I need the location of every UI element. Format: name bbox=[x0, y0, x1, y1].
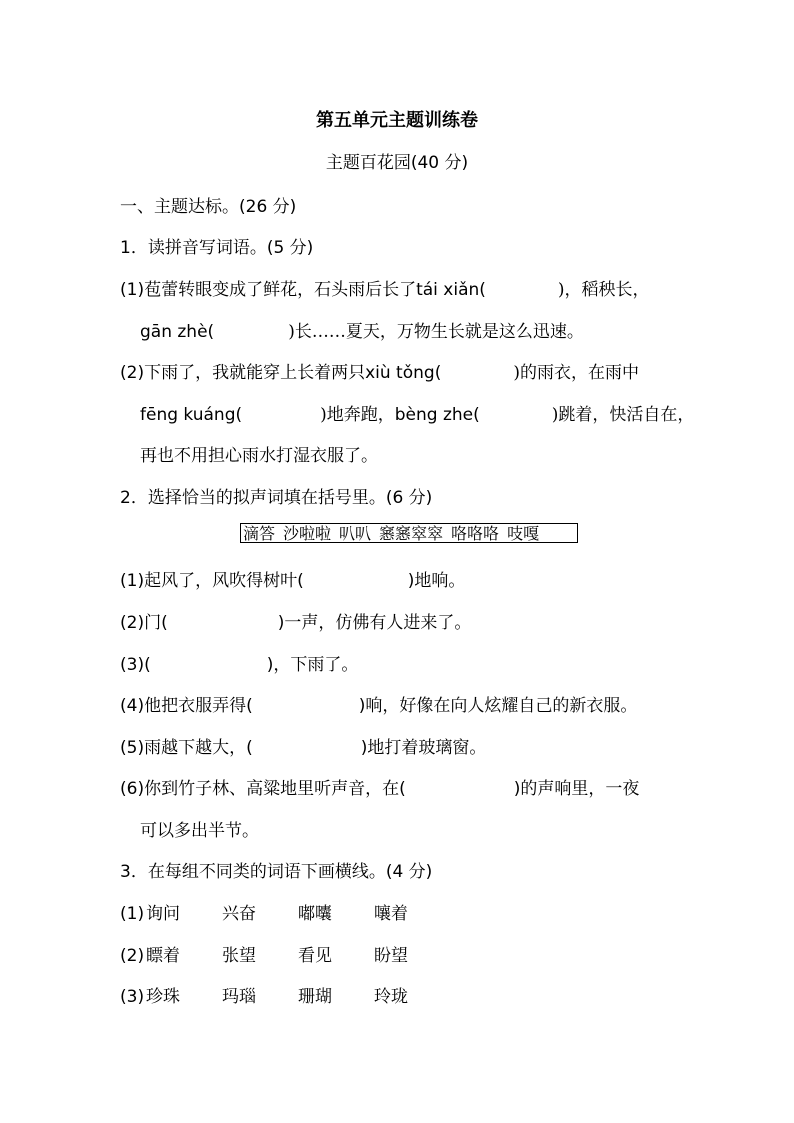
q2-item-5 bbox=[120, 733, 486, 758]
item-index: (1) bbox=[120, 280, 145, 300]
word-option[interactable]: 嘟囔 bbox=[298, 904, 332, 924]
word-option[interactable]: 嚷着 bbox=[374, 904, 408, 924]
item-index: (1) bbox=[120, 904, 145, 924]
word-option[interactable]: 瞟着 bbox=[146, 946, 180, 966]
question-1-heading: 1．读拼音写词语。(5 分) bbox=[120, 238, 314, 258]
pinyin: tái xiǎn( bbox=[416, 280, 486, 300]
word-bank-item: 咯咯咯 bbox=[451, 524, 500, 543]
q1-item-2-line-1 bbox=[120, 358, 639, 383]
item-text: )地奔跑， bbox=[320, 405, 395, 425]
pinyin: fēng kuáng( bbox=[140, 405, 243, 425]
question-3-heading: 3．在每组不同类的词语下画横线。(4 分) bbox=[120, 862, 433, 882]
q1-item-2-line-3: 再也不用担心雨水打湿衣服了。 bbox=[140, 446, 378, 466]
word-bank-item: 叭叭 bbox=[339, 524, 372, 543]
word-option[interactable]: 询问 bbox=[146, 904, 180, 924]
item-text: )长……夏天，万物生长就是这么迅速。 bbox=[288, 322, 584, 342]
word-bank-item: 窸窸窣窣 bbox=[379, 524, 444, 543]
q3-group-1 bbox=[120, 899, 450, 924]
word-option[interactable]: 玛瑙 bbox=[222, 987, 256, 1007]
item-text: )跳着，快活自在， bbox=[551, 405, 695, 425]
word-option[interactable]: 盼望 bbox=[374, 946, 408, 966]
item-text: )的声响里，一夜 bbox=[513, 779, 640, 799]
word-option[interactable]: 看见 bbox=[298, 946, 332, 966]
item-text: )，下雨了。 bbox=[266, 655, 359, 675]
page-title: 第五单元主题训练卷 bbox=[316, 110, 478, 131]
item-index: (2) bbox=[120, 946, 145, 966]
pinyin: xiù tǒng( bbox=[365, 363, 442, 383]
item-text: 苞蕾转眼变成了鲜花，石头雨后长了 bbox=[144, 280, 417, 300]
word-bank-item: 滴答 bbox=[243, 524, 276, 543]
word-bank-box bbox=[240, 523, 578, 543]
item-text: (1)起风了，风吹得树叶( bbox=[120, 571, 304, 591]
q1-item-2-line-2 bbox=[140, 400, 694, 425]
word-bank-item: 沙啦啦 bbox=[283, 524, 332, 543]
page-subtitle: 主题百花园(40 分) bbox=[325, 153, 469, 173]
question-2-heading: 2．选择恰当的拟声词填在括号里。(6 分) bbox=[120, 488, 433, 508]
item-text: )响，好像在向人炫耀自己的新衣服。 bbox=[358, 696, 638, 716]
section-heading: 一、主题达标。(26 分) bbox=[120, 197, 297, 217]
word-bank-item: 吱嘎 bbox=[507, 524, 540, 543]
q2-item-6-line-2: 可以多出半节。 bbox=[140, 821, 259, 841]
item-index: (3) bbox=[120, 987, 145, 1007]
q1-item-1-line-2 bbox=[140, 317, 584, 342]
item-text: (6)你到竹子林、高粱地里听声音，在( bbox=[120, 779, 406, 799]
item-text: (4)他把衣服弄得( bbox=[120, 696, 253, 716]
item-text: )地响。 bbox=[407, 571, 466, 591]
q3-group-3 bbox=[120, 982, 450, 1007]
item-text: )，稻秧长， bbox=[557, 280, 650, 300]
item-text: (5)雨越下越大，( bbox=[120, 738, 253, 758]
q2-item-1 bbox=[120, 566, 465, 591]
q2-item-3 bbox=[120, 650, 358, 675]
q1-item-1-line-1 bbox=[120, 275, 650, 300]
item-index: (2) bbox=[120, 363, 145, 383]
word-option[interactable]: 玲珑 bbox=[374, 987, 408, 1007]
item-text: )一声，仿佛有人进来了。 bbox=[277, 613, 472, 633]
q2-item-2 bbox=[120, 608, 471, 633]
word-option[interactable]: 兴奋 bbox=[222, 904, 256, 924]
word-option[interactable]: 珍珠 bbox=[146, 987, 180, 1007]
item-text: (2)门( bbox=[120, 613, 168, 633]
word-option[interactable]: 张望 bbox=[222, 946, 256, 966]
q2-item-4 bbox=[120, 691, 637, 716]
q2-item-6 bbox=[120, 774, 639, 799]
word-option[interactable]: 珊瑚 bbox=[298, 987, 332, 1007]
item-text: 下雨了，我就能穿上长着两只 bbox=[144, 363, 366, 383]
item-text: )的雨衣，在雨中 bbox=[513, 363, 639, 383]
item-text: (3)( bbox=[120, 655, 151, 675]
pinyin: gān zhè( bbox=[140, 322, 215, 342]
pinyin: bèng zhe( bbox=[394, 405, 480, 425]
q3-group-2 bbox=[120, 941, 450, 966]
item-text: )地打着玻璃窗。 bbox=[360, 738, 487, 758]
